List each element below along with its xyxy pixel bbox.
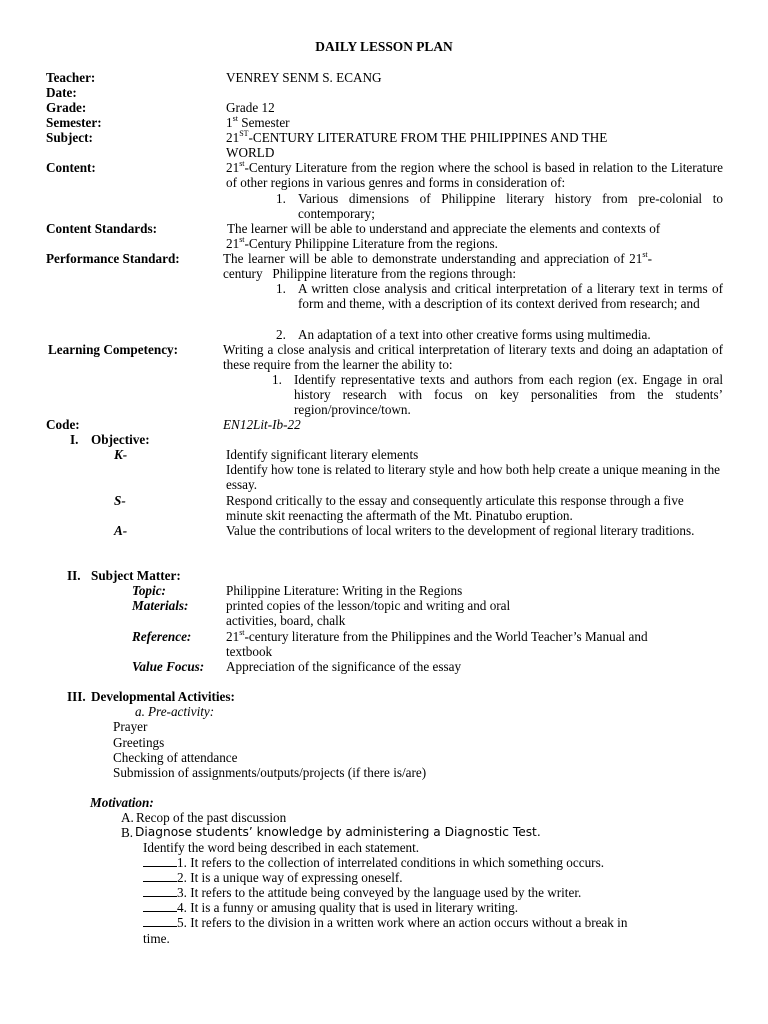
activity-item: Submission of assignments/outputs/projects (if there is/are) [113, 765, 427, 780]
answer-blank [143, 916, 177, 927]
diagnostic-question: 1. It refers to the collection of interrelated conditions in which something occurs. [143, 855, 604, 870]
activity-item: Prayer [113, 719, 148, 734]
diagnostic-question-continued: time. [143, 931, 170, 946]
developmental-heading: Developmental Activities: [91, 689, 235, 704]
subject-matter-heading-number: II. [67, 568, 81, 583]
diagnostic-instruction: Identify the word being described in each statement. [143, 840, 420, 855]
materials-line1: printed copies of the lesson/topic and writing and oral [226, 598, 511, 613]
diagnostic-question: 5. It refers to the division in a written work where an action occurs without a break in [143, 915, 627, 930]
reference-line1: 21st-century literature from the Philippines and the World Teacher’s Manual and [226, 627, 648, 644]
motivation-b-number: B. [121, 825, 134, 840]
diagnostic-question: 2. It is a unique way of expressing oneself. [143, 870, 403, 885]
grade-value: Grade 12 [226, 100, 275, 115]
motivation-label: Motivation: [90, 795, 154, 810]
materials-label: Materials: [132, 598, 189, 613]
answer-blank [143, 901, 177, 912]
date-label: Date: [46, 85, 77, 100]
content-standards-label: Content Standards: [46, 221, 158, 236]
motivation-b-text: Diagnose students’ knowledge by administering a Diagnostic Test. [135, 825, 541, 839]
developmental-heading-number: III. [67, 689, 86, 704]
teacher-value: VENREY SENM S. ECANG [226, 70, 382, 85]
code-value: EN12Lit-Ib-22 [223, 417, 301, 432]
pre-activity-number: a. [135, 704, 145, 719]
objective-s-text: Respond critically to the essay and consequently articulate this response through a five minute skit reenacting the aftermath of the Mt. Pinatubo eruption. [226, 493, 684, 524]
objective-heading: Objective: [91, 432, 150, 447]
code-label: Code: [46, 417, 80, 432]
reference-label: Reference: [132, 629, 192, 644]
semester-value: 1st Semester [226, 113, 290, 130]
content-label: Content: [46, 160, 96, 175]
objective-a-label: A- [114, 523, 128, 538]
content-text: 21st-Century Literature from the region where the school is based in relation to the Literature of other regions in various genres and forms in consideration of: [226, 158, 723, 191]
subject-value-line2: WORLD [226, 145, 275, 160]
page-title: DAILY LESSON PLAN [315, 39, 453, 54]
topic-label: Topic: [132, 583, 166, 598]
teacher-label: Teacher: [46, 70, 96, 85]
activity-item: Greetings [113, 735, 165, 750]
diagnostic-question: 3. It refers to the attitude being conveyed by the language used by the writer. [143, 885, 581, 900]
objective-k-line2: Identify how tone is related to literary style and how both help create a unique meaning in the essay. [226, 462, 721, 493]
subject-label: Subject: [46, 130, 93, 145]
performance-standard-line1: The learner will be able to demonstrate understanding and appreciation of 21st- [223, 249, 653, 266]
motivation-a-number: A. [121, 810, 134, 825]
answer-blank [143, 871, 177, 882]
learning-competency-label: Learning Competency: [48, 342, 179, 357]
objective-heading-number: I. [70, 432, 79, 447]
semester-label: Semester: [46, 115, 102, 130]
answer-blank [143, 856, 177, 867]
objective-k-line1: Identify significant literary elements [226, 447, 419, 462]
materials-line2: activities, board, chalk [226, 613, 346, 628]
objective-a-text: Value the contributions of local writers to the development of regional literary traditions. [226, 523, 695, 538]
content-standards-line1: The learner will be able to understand and appreciate the elements and contexts of [227, 221, 661, 236]
objective-s-label: S- [114, 493, 126, 508]
motivation-a-text: Recop of the past discussion [136, 810, 287, 825]
performance-standard-label: Performance Standard: [46, 251, 180, 266]
activity-item: Checking of attendance [113, 750, 238, 765]
answer-blank [143, 886, 177, 897]
topic-value: Philippine Literature: Writing in the Regions [226, 583, 463, 598]
diagnostic-question: 4. It is a funny or amusing quality that is used in literary writing. [143, 900, 518, 915]
performance-standard-line2: century Philippine literature from the regions through: [223, 266, 516, 281]
value-focus-text: Appreciation of the significance of the essay [226, 659, 462, 674]
content-standards-line2: 21st-Century Philippine Literature from the regions. [226, 234, 498, 251]
grade-label: Grade: [46, 100, 87, 115]
pre-activity-label: Pre-activity: [148, 704, 215, 719]
subject-matter-heading: Subject Matter: [91, 568, 181, 583]
subject-value: 21ST-CENTURY LITERATURE FROM THE PHILIPPINES AND THE [226, 128, 608, 145]
objective-k-label: K- [114, 447, 128, 462]
learning-competency-text: Writing a close analysis and critical interpretation of literary texts and doing an adaptation of these require from the learner the ability to: [223, 342, 723, 373]
reference-line2: textbook [226, 644, 273, 659]
value-focus-label: Value Focus: [132, 659, 205, 674]
